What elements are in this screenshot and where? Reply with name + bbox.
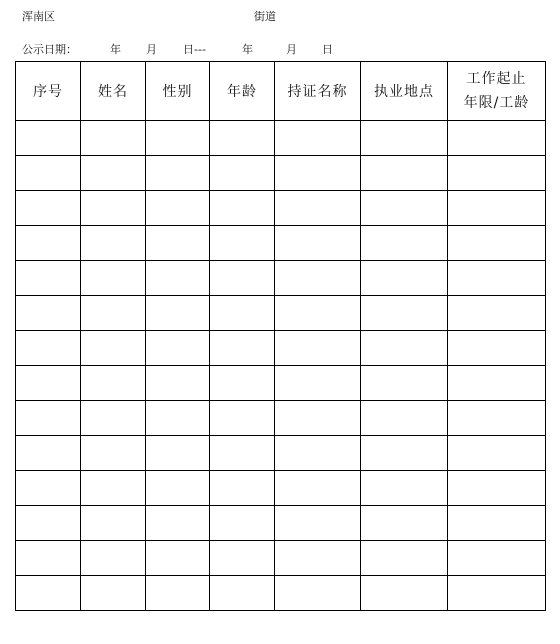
table-cell	[448, 401, 546, 436]
table-cell	[16, 541, 81, 576]
table-header-row	[16, 62, 546, 121]
date-start-day: 日---	[183, 43, 206, 56]
table-cell	[16, 156, 81, 191]
table-cell	[16, 191, 81, 226]
table-cell	[275, 541, 361, 576]
table-cell	[361, 226, 448, 261]
table-cell	[146, 506, 210, 541]
table-cell	[146, 121, 210, 156]
date-start-year: 年	[110, 43, 121, 56]
table-row	[16, 226, 546, 261]
table-cell	[210, 506, 275, 541]
table-row	[16, 121, 546, 156]
table-cell	[146, 191, 210, 226]
table-cell	[81, 366, 146, 401]
table-cell	[16, 226, 81, 261]
table-cell	[16, 436, 81, 471]
table-cell	[81, 226, 146, 261]
table-cell	[81, 296, 146, 331]
table-row	[16, 541, 546, 576]
table-cell	[146, 296, 210, 331]
table-cell	[448, 471, 546, 506]
table-cell	[210, 366, 275, 401]
table-cell	[16, 401, 81, 436]
column-header-name: 姓名	[81, 62, 146, 121]
column-header-age: 年龄	[210, 62, 275, 121]
table-cell	[361, 471, 448, 506]
table-cell	[275, 296, 361, 331]
table-cell	[146, 541, 210, 576]
table-cell	[275, 261, 361, 296]
table-row	[16, 506, 546, 541]
table-cell	[275, 366, 361, 401]
table-cell	[81, 191, 146, 226]
table-cell	[16, 261, 81, 296]
table-cell	[210, 576, 275, 611]
table-cell	[361, 331, 448, 366]
table-cell	[210, 331, 275, 366]
table-row	[16, 436, 546, 471]
table-cell	[361, 506, 448, 541]
table-cell	[16, 296, 81, 331]
table-cell	[210, 191, 275, 226]
table-row	[16, 366, 546, 401]
table-cell	[275, 576, 361, 611]
table-cell	[275, 156, 361, 191]
table-cell	[210, 226, 275, 261]
date-end-day: 日	[322, 43, 333, 56]
table-row	[16, 191, 546, 226]
column-header-work-period-line-1: 工作起止	[466, 71, 527, 87]
table-cell	[146, 261, 210, 296]
column-header-gender: 性别	[146, 62, 210, 121]
table-body	[16, 121, 546, 611]
table-cell	[361, 261, 448, 296]
table-cell	[81, 506, 146, 541]
table-cell	[448, 506, 546, 541]
table-cell	[16, 121, 81, 156]
table-cell	[81, 156, 146, 191]
table-cell	[210, 261, 275, 296]
table-cell	[448, 331, 546, 366]
table-cell	[210, 541, 275, 576]
date-end-month: 月	[286, 43, 297, 56]
table-row	[16, 401, 546, 436]
table-cell	[275, 506, 361, 541]
table-cell	[448, 541, 546, 576]
date-end-year: 年	[242, 43, 253, 56]
table-row	[16, 331, 546, 366]
table-cell	[146, 471, 210, 506]
announcement-date-label: 公示日期：	[22, 43, 77, 56]
table-cell	[361, 436, 448, 471]
column-header-certificate-name: 持证名称	[275, 62, 361, 121]
column-header-practice-location: 执业地点	[361, 62, 448, 121]
table-row	[16, 261, 546, 296]
table-cell	[448, 226, 546, 261]
table-cell	[275, 401, 361, 436]
table-cell	[210, 436, 275, 471]
table-cell	[81, 576, 146, 611]
table-cell	[81, 541, 146, 576]
table-cell	[448, 156, 546, 191]
table-cell	[146, 331, 210, 366]
table-cell	[448, 366, 546, 401]
table-cell	[275, 471, 361, 506]
table-cell	[361, 366, 448, 401]
column-header-serial-number: 序号	[16, 62, 81, 121]
table-row	[16, 576, 546, 611]
table-cell	[81, 471, 146, 506]
table-cell	[81, 261, 146, 296]
table-cell	[210, 156, 275, 191]
date-start-month: 月	[146, 43, 157, 56]
table-cell	[361, 121, 448, 156]
table-cell	[275, 331, 361, 366]
table-cell	[448, 191, 546, 226]
table-cell	[146, 156, 210, 191]
table-cell	[81, 121, 146, 156]
table-cell	[448, 121, 546, 156]
table-cell	[361, 191, 448, 226]
table-cell	[361, 156, 448, 191]
table-cell	[210, 296, 275, 331]
table-cell	[210, 401, 275, 436]
table-cell	[210, 121, 275, 156]
table-cell	[275, 226, 361, 261]
table-cell	[448, 576, 546, 611]
table-cell	[275, 436, 361, 471]
table-cell	[275, 121, 361, 156]
table-cell	[16, 576, 81, 611]
table-cell	[81, 331, 146, 366]
street-label: 街道	[254, 10, 276, 23]
table-cell	[448, 436, 546, 471]
table-cell	[361, 541, 448, 576]
table-cell	[210, 471, 275, 506]
table-cell	[16, 366, 81, 401]
table-row	[16, 156, 546, 191]
table-cell	[448, 261, 546, 296]
personnel-table	[15, 61, 546, 611]
table-row	[16, 296, 546, 331]
table-cell	[275, 191, 361, 226]
table-cell	[146, 226, 210, 261]
column-header-work-period-line-2: 年限/工龄	[463, 95, 530, 111]
table-cell	[81, 401, 146, 436]
table-cell	[146, 366, 210, 401]
table-cell	[81, 436, 146, 471]
table-cell	[361, 576, 448, 611]
table-cell	[361, 296, 448, 331]
table-cell	[16, 506, 81, 541]
table-cell	[448, 296, 546, 331]
table-cell	[146, 576, 210, 611]
table-cell	[16, 331, 81, 366]
table-cell	[361, 401, 448, 436]
district-label: 浑南区	[22, 10, 55, 23]
column-header-work-period	[448, 62, 546, 121]
table-row	[16, 471, 546, 506]
table-cell	[16, 471, 81, 506]
table-cell	[146, 401, 210, 436]
table-cell	[146, 436, 210, 471]
